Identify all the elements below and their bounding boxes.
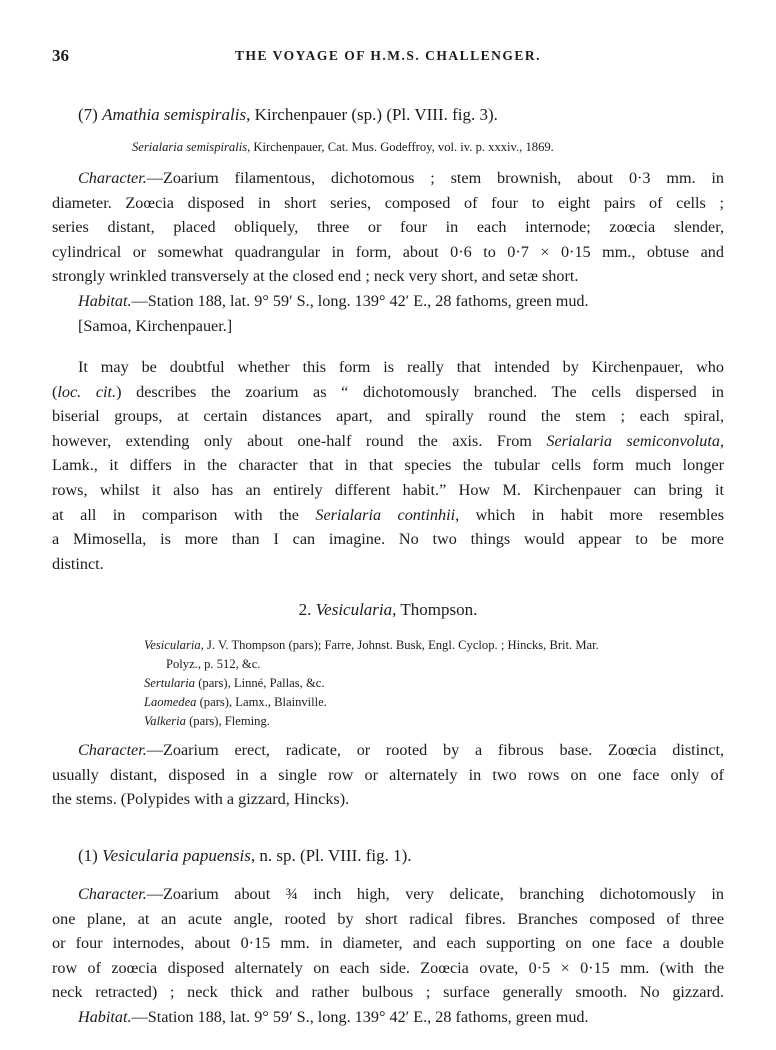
species-7-synonymy <box>132 138 732 157</box>
text-line: neck retracted) ; neck thick and rather bulbous ; surface generally smooth. No gizzard. <box>52 983 724 1002</box>
species-number: (1) <box>78 846 98 865</box>
text-line: rows, whilst it also has an entirely different habit.” How M. Kirchenpauer can bring it <box>52 480 724 499</box>
genus-2-character <box>52 738 724 812</box>
discussion-paragraph <box>52 355 724 576</box>
text-fragment: ) describes the zoarium as “ dichotomously branched. The cells dispersed in <box>116 382 724 401</box>
text-line: —Zoarium erect, radicate, or rooted by a fibrous base. Zoœcia distinct, <box>146 741 724 759</box>
running-header <box>52 46 724 70</box>
synonym-reference: Polyz., p. 512, &c. <box>166 657 261 671</box>
text-line: Lamk., it differs in the character that in that species the tubular cells form much longer <box>52 456 724 475</box>
habitat-label: Habitat. <box>78 291 132 310</box>
genus-author: , Thompson. <box>392 600 478 619</box>
species-name: Amathia semispiralis <box>102 105 247 124</box>
text-line: or four internodes, about 0·15 mm. in diameter, and each supporting on one face a double <box>52 934 724 953</box>
text-fragment: however, extending only about one-half round the axis. From <box>52 431 547 450</box>
text-line: biserial groups, at certain distances apart, and spirally round the stem ; each spiral, <box>52 407 724 426</box>
synonym-reference: (pars), Fleming. <box>185 714 270 728</box>
text-line: strongly wrinkled transversely at the closed end ; neck very short, and setæ short. <box>52 267 579 286</box>
character-label: Character. <box>78 885 147 903</box>
genus-number: 2. <box>298 600 312 619</box>
species-author: , Kirchenpauer (sp.) (Pl. VIII. fig. 3). <box>246 105 498 124</box>
text-line: usually distant, disposed in a single row or alternately in two rows on one face only of <box>52 765 724 784</box>
synonym-reference: , Kirchenpauer, Cat. Mus. Godeffroy, vol. iv. p. xxxiv., 1869. <box>247 140 554 154</box>
text-line: one plane, at an acute angle, rooted by short radical fibres. Branches composed of three <box>52 909 724 928</box>
species-name: Vesicularia papuensis <box>102 846 251 865</box>
text-line: It may be doubtful whether this form is really that intended by Kirchenpauer, who <box>78 358 724 376</box>
species-number: (7) <box>78 105 98 124</box>
habitat-text: —Station 188, lat. 9° 59′ S., long. 139° 42′ E., 28 fathoms, green mud. <box>131 1007 589 1026</box>
species-1-character <box>52 882 724 1030</box>
text-fragment: Serialaria semiconvoluta, <box>546 431 724 450</box>
species-1-heading <box>52 844 724 869</box>
synonym-name: Valkeria <box>144 714 186 728</box>
text-line: cylindrical or somewhat quadrangular in form, about 0·6 to 0·7 × 0·15 mm., obtuse and <box>52 242 724 261</box>
text-line: diameter. Zoœcia disposed in short series, composed of four to eight pairs of cells ; <box>52 193 724 212</box>
text-line: —Zoarium filamentous, dichotomous ; stem brownish, about 0·3 mm. in <box>146 169 724 187</box>
synonym-reference: , J. V. Thompson (pars); Farre, Johnst. Busk, Engl. Cyclop. ; Hincks, Brit. Mar. <box>200 638 599 652</box>
synonym-name: Laomedea <box>144 695 197 709</box>
text-line: distinct. <box>52 554 104 573</box>
genus-name: Vesicularia <box>315 600 393 619</box>
genus-2-synonymy <box>144 636 729 731</box>
text-fragment: Serialaria continhii, <box>315 505 460 524</box>
text-fragment: at all in comparison with the <box>52 505 316 524</box>
genus-2-heading <box>52 598 724 623</box>
text-line: series distant, placed obliquely, three or four in each internode; zoœcia slender, <box>52 218 724 237</box>
synonym-name: Vesicularia <box>144 638 201 652</box>
character-label: Character. <box>78 741 147 759</box>
text-line: row of zoœcia disposed alternately on each side. Zoœcia ovate, 0·5 × 0·15 mm. (with the <box>52 958 724 977</box>
synonym-name: Serialaria semispiralis <box>132 140 248 154</box>
species-7-heading <box>52 103 724 128</box>
text-fragment: ( <box>52 382 58 401</box>
species-7-character <box>52 166 724 338</box>
page-number: 36 <box>52 46 69 65</box>
habitat-text: —Station 188, lat. 9° 59′ S., long. 139° 42′ E., 28 fathoms, green mud. <box>131 291 589 310</box>
running-title: THE VOYAGE OF H.M.S. CHALLENGER. <box>234 48 542 63</box>
habitat-label: Habitat. <box>78 1007 132 1026</box>
character-label: Character. <box>78 169 147 187</box>
synonym-reference: (pars), Lamx., Blainville. <box>196 695 327 709</box>
text-fragment: loc. cit. <box>57 382 117 401</box>
text-line: the stems. (Polypides with a gizzard, Hincks). <box>52 790 350 809</box>
text-fragment: which in habit more resembles <box>459 505 725 524</box>
text-line: a Mimosella, is more than I can imagine. No two things would appear to be more <box>52 530 724 549</box>
synonym-name: Sertularia <box>144 676 196 690</box>
locality-note: [Samoa, Kirchenpauer.] <box>78 316 233 335</box>
species-author: , n. sp. (Pl. VIII. fig. 1). <box>250 846 412 865</box>
synonym-reference: (pars), Linné, Pallas, &c. <box>195 676 325 690</box>
text-line: —Zoarium about ¾ inch high, very delicate, branching dichotomously in <box>146 885 724 903</box>
